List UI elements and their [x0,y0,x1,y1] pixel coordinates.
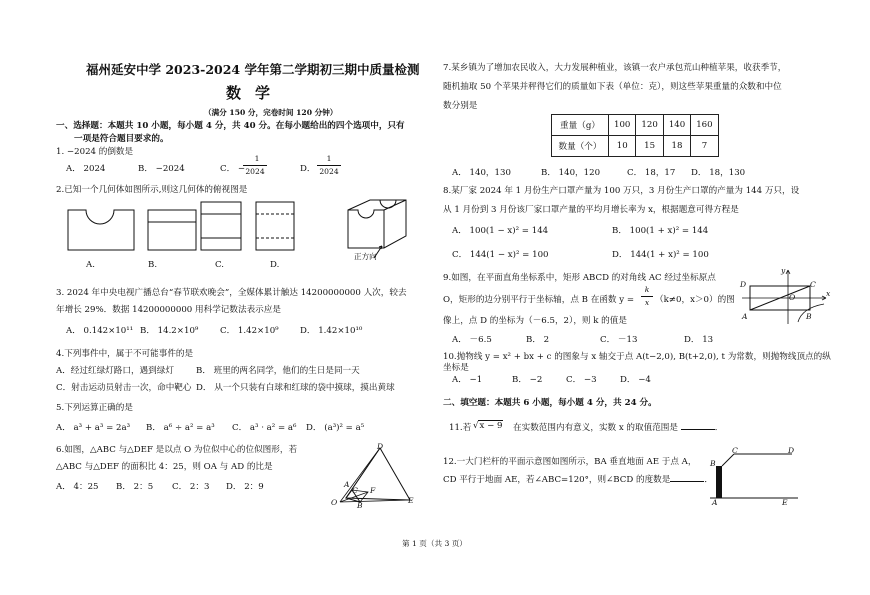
q9-label-c: C [810,280,816,289]
q9-option-a: A． －6.5 [452,335,492,345]
q1-option-b: B． −2024 [138,164,185,174]
q6-label-e: E [408,496,414,505]
q8-line-1: 8.某厂家 2024 年 1 月份生产口罩产量为 100 万只，3 月份生产口罩的产量为 144 万只，设 [443,186,800,196]
q12-line-2-text: CD 平行于地面 AE，若∠ABC=120°，则∠BCD 的度数是 [443,475,671,485]
q9-label-a: A [742,312,748,321]
q6-homothety-figure [328,440,420,512]
q9-option-c: C． －13 [600,335,638,345]
q9-line-2-post: （k≠0，x＞0）的图 [655,295,735,305]
q12-label-e: E [782,498,788,507]
q9-option-d: D． 13 [684,335,714,345]
section2-heading: 二、填空题：本题共 6 小题，每小题 4 分，共 24 分。 [443,398,657,408]
q8-option-a: A． 100(1 − x)² = 144 [452,226,549,236]
q3-option-c: C． 1.42×10⁹ [220,326,279,336]
q5-option-d: D． (a³)² = a⁵ [306,423,365,433]
q10-line-2: 坐标是 [443,363,469,373]
table-cell: 18 [663,136,690,157]
q9-label-b: B [806,312,812,321]
q7-line-2: 随机抽取 50 个苹果并秤得它们的质量如下表（单位：克），则这些苹果重量的众数和中位 [443,82,782,92]
radical-sign-icon: √ [473,421,479,431]
q2-option-b-shape [148,210,196,250]
q9-line-3: 像上，点 D 的坐标为（－6.5，2），则 k 的值是 [443,316,627,326]
q1-option-c-num: 1 [254,154,260,163]
q6-label-f: F [370,486,376,495]
q9-option-b: B． 2 [526,335,550,345]
q8-option-d: D． 144(1 + x)² = 100 [612,250,709,260]
q9-fraction-den: x [644,298,650,307]
q7-weight-table [551,114,719,157]
q9-label-x: x [826,289,831,298]
q1-d-fraction-bar [317,165,341,166]
table-cell: 重量（g） [552,115,609,136]
q3-option-d: D． 1.42×10¹⁰ [300,326,363,336]
q5-option-a: A． a³ + a³ = 2a³ [56,423,131,433]
q6-label-o: O [331,498,338,507]
q6-option-d: D． 2：9 [226,482,264,492]
q2-label-b: B. [148,260,158,270]
q3-line-1: 3. 2024 年中央电视广播总台“春节联欢晚会”，全媒体累计触达 14200000000 人次，较去 [56,288,407,298]
table-cell: 10 [609,136,636,157]
q9-line-1: 9.如图，在平面直角坐标系中，矩形 ABCD 的对角线 AC 经过坐标原点 [443,273,716,283]
exam-title: 福州延安中学 2023-2024 学年第二学期初三期中质量检测 [86,62,420,77]
table-cell: 15 [636,136,663,157]
q4-option-d: D． 从一个只装有白球和红球的袋中摸球，摸出黄球 [196,383,395,393]
q9-label-d: D [740,280,747,289]
q11-post: 在实数范围内有意义，实数 x 的取值范围是 ． [513,423,724,433]
q2-front-direction-label: 正方向 [354,252,377,261]
table-cell: 100 [609,115,636,136]
q2-option-a-shape [68,210,134,250]
q5-stem: 5.下列运算正确的是 [56,403,133,413]
table-cell: 7 [691,136,718,157]
q2-option-d-shape [256,202,294,250]
q6-option-b: B． 2：5 [116,482,154,492]
q6-label-d: D [377,442,384,451]
q1-option-d-prefix: D． [300,164,316,174]
q2-label-d: D. [270,260,280,270]
q7-option-d: D． 18，130 [691,168,746,178]
q11-post-text: 在实数范围内有意义，实数 x 的取值范围是 [513,423,678,433]
q6-line-1: 6.如图，△ABC 与△DEF 是以点 O 为位似中心的位似图形，若 [56,445,298,455]
table-cell: 160 [691,115,718,136]
q4-option-c: C．射击运动员射击一次，命中靶心 [56,383,192,393]
q10-option-b: B． −2 [512,375,543,385]
q9-fraction-bar [641,296,653,297]
q1-option-d-den: 2024 [319,167,339,176]
subject-heading: 数学 [226,84,285,102]
q6-label-a: A [344,480,350,489]
q9-label-y: y [781,266,786,275]
q7-option-b: B． 140，120 [541,168,601,178]
q6-label-c: C [352,486,358,495]
q11-radical [473,421,503,431]
q12-line-1: 12.一大门栏杆的平面示意图如图所示，BA 垂直地面 AE 于点 A， [443,457,697,467]
exam-info: （满分 150 分，完卷时间 120 分钟） [204,108,338,117]
q12-pole [716,466,722,498]
q7-option-c: C． 18，17 [627,168,676,178]
q8-option-c: C． 144(1 − x)² = 100 [452,250,549,260]
q10-option-d: D． −4 [620,375,651,385]
q10-line-1: 10.抛物线 y = x² + bx + c 的图象与 x 轴交于点 A(t−2,0), B(t+2,0), t 为常数，则抛物线顶点的纵 [443,352,831,362]
q7-line-3: 数分别是 [443,101,478,111]
q1-option-c-prefix: C． − [220,164,246,174]
q8-option-b: B． 100(1 + x)² = 144 [612,226,709,236]
q1-c-fraction-bar [243,165,267,166]
section1-heading: 一、选择题：本题共 10 小题，每小题 4 分，共 40 分。在每小题给出的四个选项中，只有 [56,121,405,131]
q12-label-d: D [788,446,795,455]
table-row [552,115,719,136]
q1-stem: 1. −2024 的倒数是 [56,147,134,157]
q5-option-b: B． a⁶ ÷ a² = a³ [146,423,215,433]
q4-stem: 4.下列事件中，属于不可能事件的是 [56,349,194,359]
q10-option-a: A． −1 [452,375,483,385]
q2-stem: 2.已知一个几何体如图所示,则这几何体的俯视图是 [56,185,248,195]
q6-option-a: A． 4：25 [56,482,99,492]
q12-label-a: A [712,498,718,507]
q5-option-c: C． a³ · a² = a⁶ [232,423,297,433]
q9-label-o: O [789,293,796,302]
q3-line-2: 年增长 29%．数据 14200000000 用科学记数法表示应是 [56,305,281,315]
table-cell: 数量（个） [552,136,609,157]
q2-topview-options-figure [60,198,320,260]
q7-option-a: A． 140，130 [452,168,511,178]
q1-option-a: A． 2024 [66,164,106,174]
q11-answer-blank[interactable] [681,421,715,430]
q8-line-2: 从 1 月份到 3 月份该厂家口罩产量的平均月增长率为 x，根据题意可得方程是 [443,205,739,215]
q2-label-a: A. [86,260,95,270]
q1-option-d-num: 1 [326,154,332,163]
q12-answer-blank[interactable] [670,473,704,482]
q10-option-c: C． −3 [566,375,597,385]
q2-label-c: C. [215,260,225,270]
table-row [552,136,719,157]
q12-label-b: B [710,459,716,468]
q4-option-b: B． 班里的两名同学，他们的生日是同一天 [196,366,360,376]
q2-option-c-shape [201,202,241,250]
q3-option-b: B． 14.2×10⁹ [140,326,199,336]
q3-option-a: A． 0.142×10¹¹ [66,326,134,336]
table-cell: 140 [663,115,690,136]
q9-rectangle-figure [738,266,830,328]
page-footer: 第 1 页（共 3 页） [402,539,467,548]
q6-label-b: B [357,501,363,510]
section1-heading-cont: 一项是符合题目要求的。 [74,134,169,144]
q4-option-a: A．经过红绿灯路口，遇到绿灯 [56,366,174,376]
q6-line-2: △ABC 与△DEF 的面积比 4：25，则 OA 与 AD 的比是 [56,462,273,472]
table-cell: 120 [636,115,663,136]
q12-line-2: CD 平行于地面 AE，若∠ABC=120°，则∠BCD 的度数是 ． [443,475,713,485]
q6-option-c: C． 2：3 [172,482,210,492]
q9-fraction-num: k [644,285,650,294]
q1-option-c-den: 2024 [245,167,265,176]
q12-label-c: C [732,446,738,455]
q7-line-1: 7.某乡镇为了增加农民收入，大力发展种植业，该镇一农户承包荒山种植苹果，收获季节， [443,63,787,73]
q9-line-2-pre: O，矩形的边分别平行于坐标轴，点 B 在函数 y = [443,295,635,305]
q11-pre: 11.若 [449,423,472,433]
q11-radicand: x − 9 [479,421,503,431]
q12-gate-figure [706,446,802,506]
